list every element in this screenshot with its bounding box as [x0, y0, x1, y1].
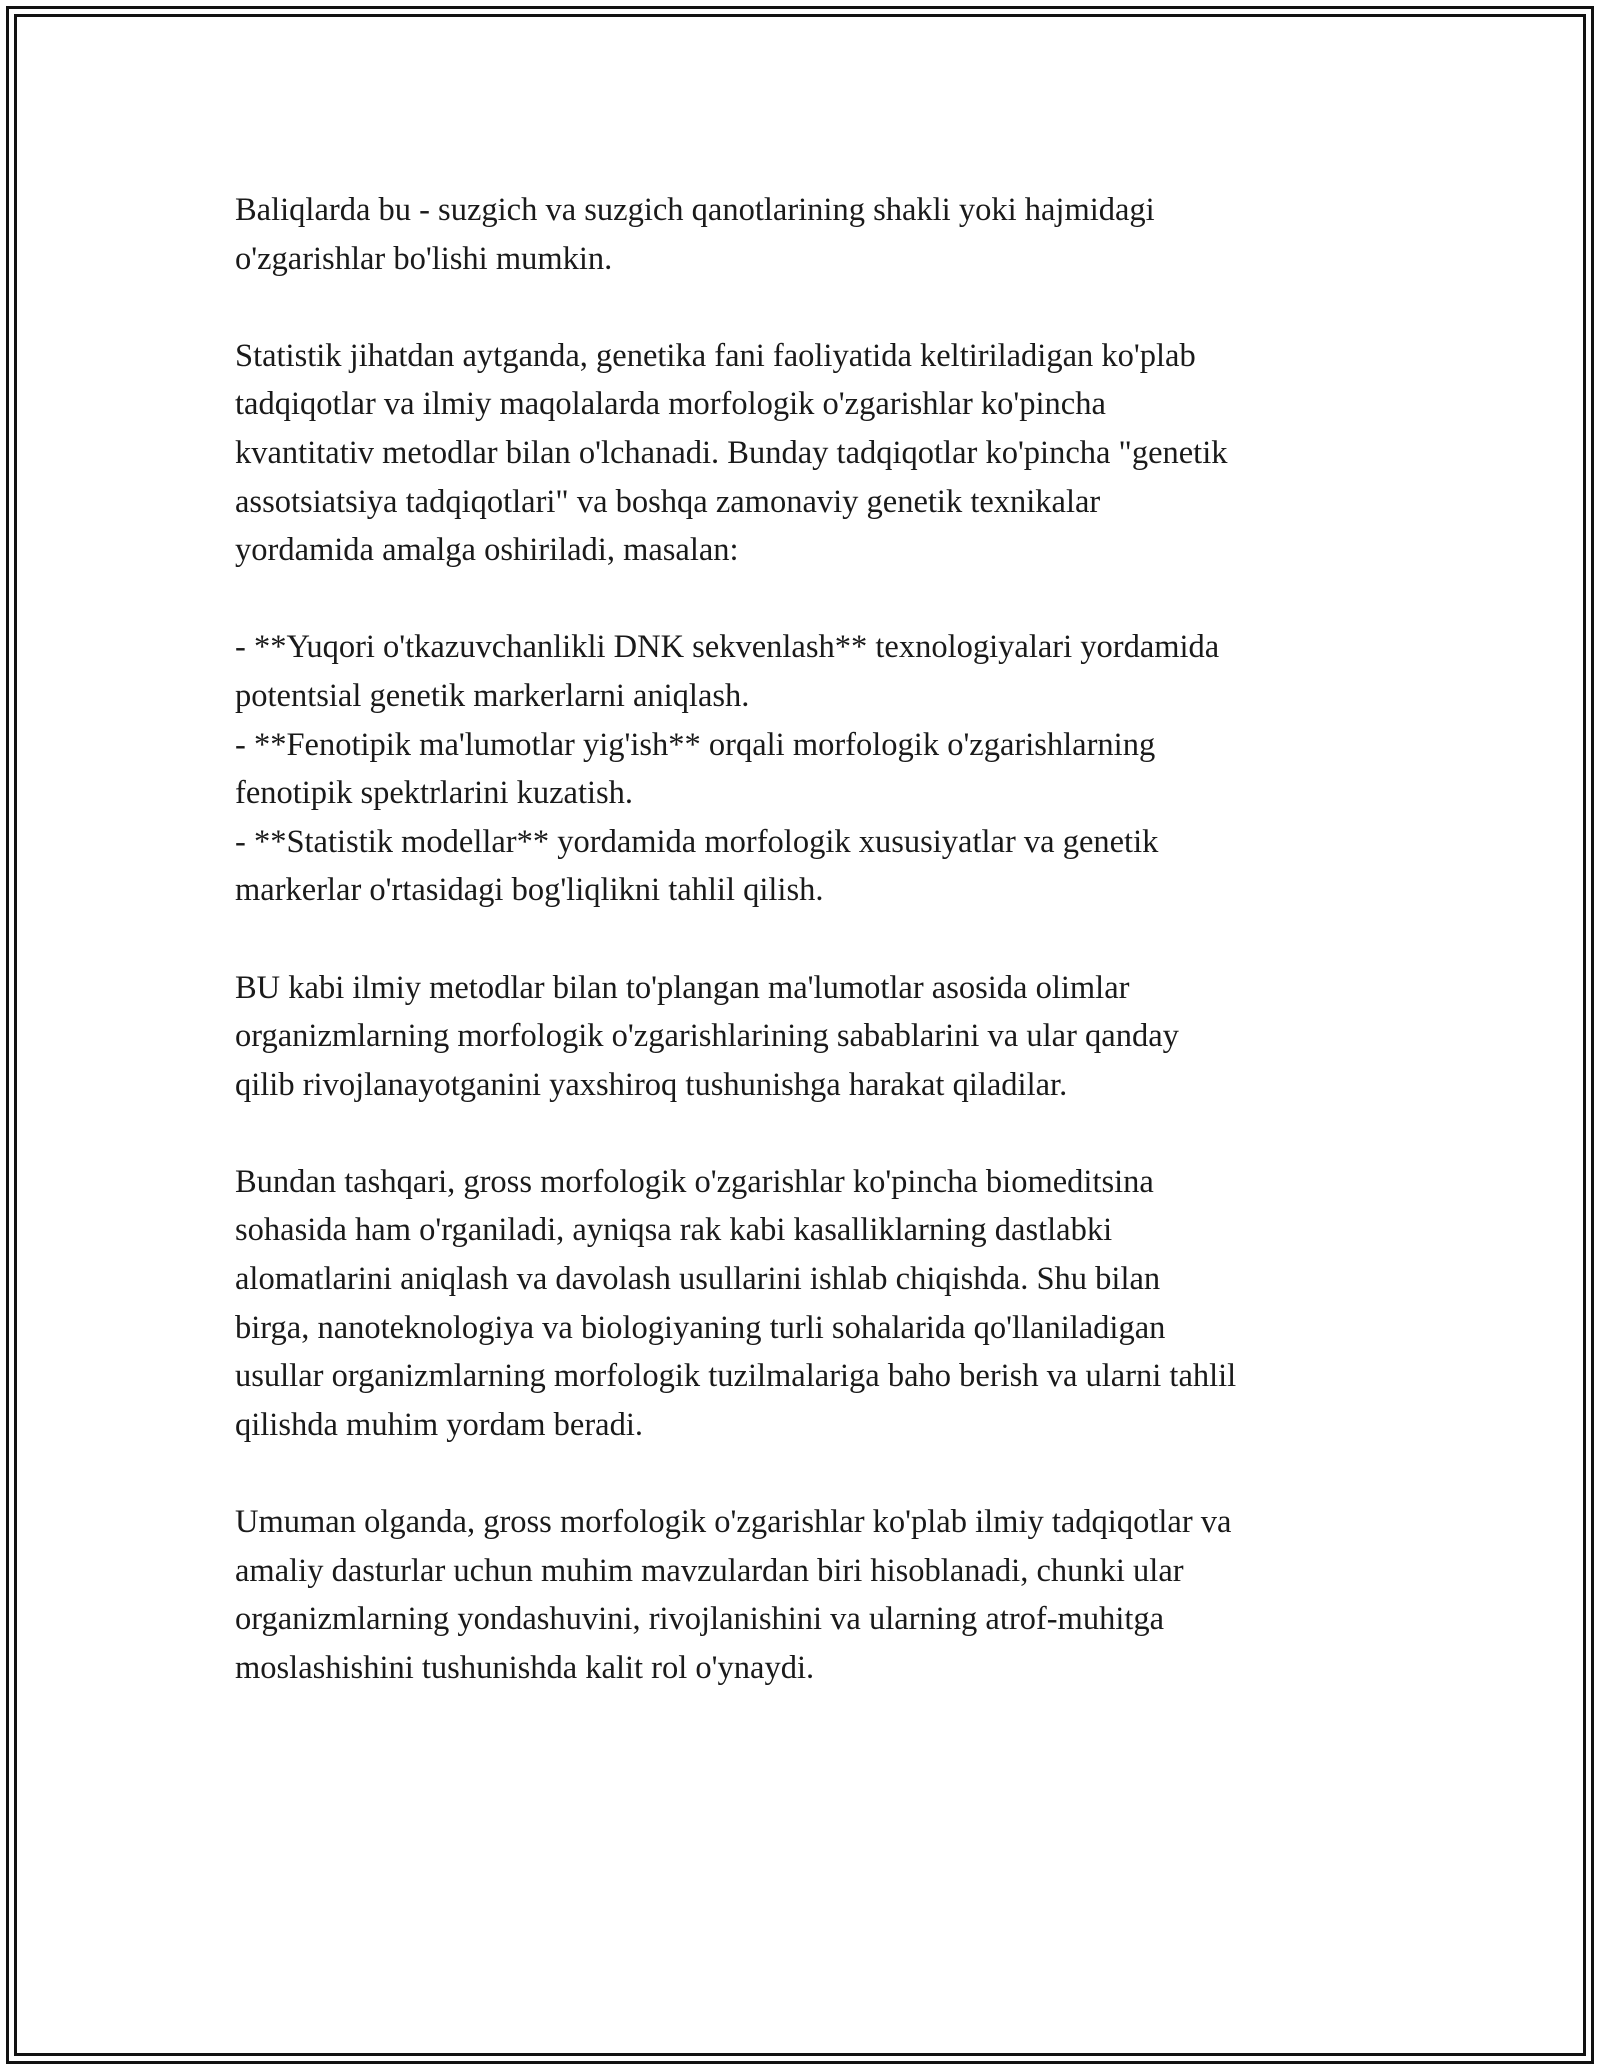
text-line: organizmlarning morfologik o'zgarishlarining sabablarini va ular qanday	[235, 1018, 1179, 1055]
text-line: alomatlarini aniqlash va davolash usullarini ishlab chiqishda. Shu bilan	[235, 1261, 1161, 1298]
list-item-line: markerlar o'rtasidagi bog'liqlikni tahlil qilish.	[235, 872, 824, 909]
text-line: yordamida amalga oshiriladi, masalan:	[235, 532, 739, 569]
text-line: tadqiqotlar va ilmiy maqolalarda morfologik o'zgarishlar ko'pincha	[235, 386, 1106, 423]
text-line: Bundan tashqari, gross morfologik o'zgarishlar ko'pincha biomeditsina	[235, 1163, 1154, 1200]
paragraph-6	[235, 1498, 1395, 1692]
text-line: Statistik jihatdan aytganda, genetika fani faoliyatida keltiriladigan ko'plab	[235, 337, 1196, 374]
text-line: assotsiatsiya tadqiqotlari" va boshqa zamonaviy genetik texnikalar	[235, 483, 1101, 520]
paragraph-3-list	[235, 623, 1395, 915]
text-line: birga, nanoteknologiya va biologiyaning turli sohalarida qo'llaniladigan	[235, 1309, 1166, 1346]
text-line: o'zgarishlar bo'lishi mumkin.	[235, 240, 613, 277]
paragraph-1	[235, 186, 1395, 283]
paragraph-5	[235, 1158, 1395, 1450]
list-item-line: - **Yuqori o'tkazuvchanlikli DNK sekvenlash** texnologiyalari yordamida	[235, 629, 1220, 666]
text-line: sohasida ham o'rganiladi, ayniqsa rak kabi kasalliklarning dastlabki	[235, 1212, 1113, 1249]
text-line: kvantitativ metodlar bilan o'lchanadi. Bunday tadqiqotlar ko'pincha "genetik	[235, 434, 1228, 471]
text-line: Umuman olganda, gross morfologik o'zgarishlar ko'plab ilmiy tadqiqotlar va	[235, 1504, 1232, 1541]
text-line: usullar organizmlarning morfologik tuzilmalariga baho berish va ularni tahlil	[235, 1358, 1237, 1395]
text-line: amaliy dasturlar uchun muhim mavzulardan biri hisoblanadi, chunki ular	[235, 1552, 1184, 1589]
text-line: qilib rivojlanayotganini yaxshiroq tushunishga harakat qiladilar.	[235, 1066, 1068, 1103]
list-item-line: - **Fenotipik ma'lumotlar yig'ish** orqali morfologik o'zgarishlarning	[235, 726, 1156, 763]
document-body	[235, 186, 1395, 1692]
text-line: Baliqlarda bu - suzgich va suzgich qanotlarining shakli yoki hajmidagi	[235, 192, 1155, 228]
paragraph-2	[235, 332, 1395, 575]
list-item-line: potentsial genetik markerlarni aniqlash.	[235, 677, 750, 714]
paragraph-4	[235, 964, 1395, 1110]
text-line: BU kabi ilmiy metodlar bilan to'plangan ma'lumotlar asosida olimlar	[235, 969, 1130, 1006]
text-line: moslashishini tushunishda kalit rol o'ynaydi.	[235, 1649, 815, 1686]
text-line: qilishda muhim yordam beradi.	[235, 1406, 643, 1443]
list-item-line: fenotipik spektrlarini kuzatish.	[235, 775, 634, 812]
list-item-line: - **Statistik modellar** yordamida morfologik xususiyatlar va genetik	[235, 823, 1159, 860]
text-line: organizmlarning yondashuvini, rivojlanishini va ularning atrof-muhitga	[235, 1601, 1165, 1638]
